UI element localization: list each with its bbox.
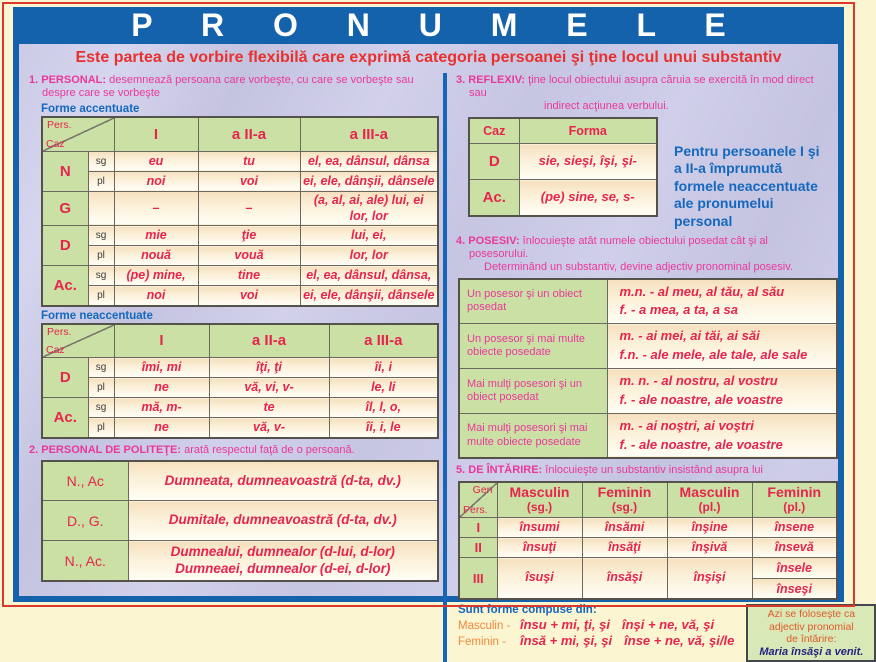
caz-label: Caz — [46, 344, 65, 357]
empty-cell — [88, 191, 114, 225]
form-cell: lui, ei, — [300, 226, 438, 246]
section-number: 4. — [456, 235, 466, 248]
col-sub: (sg.) — [526, 499, 553, 514]
table-row — [42, 378, 438, 398]
table-row — [42, 266, 438, 286]
form-cell: ne — [114, 378, 209, 398]
form-cell: vă, v- — [209, 418, 329, 438]
form-cell: îţi, ţi — [209, 358, 329, 378]
section-personal-heading — [29, 74, 441, 100]
sg-cell: sg — [88, 151, 114, 171]
pers-label: Pers. — [47, 325, 72, 338]
caz-cell: Ac. — [42, 398, 88, 438]
caz-label: Caz — [46, 137, 65, 150]
table-row — [42, 246, 438, 266]
caz-cell: G — [42, 191, 88, 225]
form-cell: însene — [752, 518, 837, 538]
right-column — [451, 71, 864, 662]
section-posesiv-heading — [456, 235, 830, 275]
table-row — [42, 418, 438, 438]
section-politete-heading — [29, 444, 441, 457]
form-cell — [607, 324, 837, 369]
table-row — [459, 369, 837, 414]
column-divider — [443, 73, 447, 662]
subtitle: Este partea de vorbire flexibilă care exprimă categoria persoanei şi ţine locul unui substantiv — [75, 49, 782, 66]
form-cell: eu — [114, 151, 198, 171]
form-line: f. - a mea, a ta, a sa — [619, 302, 739, 318]
pers-label: Pers. — [47, 119, 72, 132]
table-row — [42, 461, 438, 501]
form-cell: ei, ele, dânşii, dânsele — [300, 286, 438, 306]
col-sub: (sg.) — [611, 499, 638, 514]
pl-cell: pl — [88, 378, 114, 398]
form-cell — [128, 541, 438, 581]
form-cell: vouă — [198, 246, 300, 266]
compose-label: Sunt forme compuse din: — [458, 604, 597, 617]
section-name: DE ÎNTĂRIRE: — [468, 464, 543, 477]
table-row — [459, 518, 837, 538]
form-line: m. - ai noştri, ai voştri — [619, 417, 754, 433]
politete-table — [41, 460, 439, 582]
form-cell: (pe) mine, — [114, 266, 198, 286]
form-cell: le, li — [329, 378, 438, 398]
form-line: însele — [753, 558, 837, 578]
table-header-row — [469, 118, 657, 144]
masculin-label: Masculin - — [458, 620, 511, 633]
form-line: m. n. - al nostru, al vostru — [619, 373, 778, 388]
col-masculin-sg — [497, 482, 582, 518]
col-title: Feminin — [597, 484, 652, 501]
page-title: P R O N U M E L E — [131, 7, 746, 43]
form-cell: însevă — [752, 538, 837, 558]
forme-accentuate-table — [41, 116, 439, 306]
col-person-3: a III-a — [300, 117, 438, 151]
formula: înse + ne, vă, şi/le — [624, 633, 735, 649]
col-sub: (pl.) — [783, 499, 806, 514]
form-cell: însămi — [582, 518, 667, 538]
table-row — [42, 501, 438, 541]
forme-neaccentuate-label: Forme neaccentuate — [41, 309, 153, 322]
feminin-label: Feminin - — [458, 636, 506, 649]
caz-cell: N., Ac — [42, 461, 128, 501]
col-person-1: I — [114, 324, 209, 358]
section-number: 2. — [29, 443, 39, 456]
compose-block — [458, 604, 864, 662]
col-person-3: a III-a — [329, 324, 438, 358]
caz-cell: N — [42, 151, 88, 191]
left-column — [29, 71, 441, 662]
caz-cell: D — [469, 144, 519, 180]
table-row — [459, 538, 837, 558]
form-cell: (pe) sine, se, s- — [519, 180, 657, 216]
form-cell: noi — [114, 286, 198, 306]
form-cell: Dumitale, dumneavoastră (d-ta, dv.) — [128, 501, 438, 541]
col-person-1: I — [114, 117, 198, 151]
col-sub: (pl.) — [698, 499, 721, 514]
form-cell: însăşi — [582, 558, 667, 600]
form-cell — [607, 413, 837, 458]
form-line: f. - ale noastre, ale voastre — [619, 391, 783, 407]
form-line: înseşi — [753, 578, 837, 598]
form-cell: ei, ele, dânşii, dânsele — [300, 171, 438, 191]
form-line: f. - ale noastre, ale voastre — [619, 436, 783, 452]
columns — [19, 70, 864, 662]
table-header-row — [42, 117, 438, 151]
reflexiv-block — [468, 117, 830, 231]
form-cell: înşivă — [667, 538, 752, 558]
section-desc-line: indirect acţiunea verbului. — [544, 100, 669, 113]
note-line: de întărire: — [786, 633, 837, 646]
section-desc: arată respectul faţă de o persoană. — [184, 443, 355, 456]
col-person-2: a II-a — [209, 324, 329, 358]
section-desc: ţine locul obiectului asupra căruia se exercită în mod direct sau — [469, 74, 814, 100]
form-cell: îi, i, le — [329, 418, 438, 438]
section-name: POSESIV: — [468, 235, 520, 248]
note-example: Maria însăşi a venit. — [759, 645, 864, 658]
caz-cell: Ac. — [42, 266, 88, 306]
pers-cell: III — [459, 558, 497, 600]
table-row — [459, 413, 837, 458]
possessor-label: Un posesor şi mai multe obiecte posedate — [459, 324, 607, 369]
section-intarire-heading — [456, 464, 830, 477]
table-row — [42, 151, 438, 171]
pers-label: Pers. — [463, 504, 488, 517]
pers-cell: I — [459, 518, 497, 538]
form-line: m. - ai mei, ai tăi, ai săi — [619, 328, 760, 344]
pers-caz-diagonal-cell — [42, 324, 114, 358]
table-row — [42, 398, 438, 418]
table-row — [42, 171, 438, 191]
form-line: Dumnealui, dumnealor (d-lui, d-lor) — [170, 543, 395, 559]
table-row — [42, 286, 438, 306]
form-cell: – — [114, 191, 198, 225]
section-desc: înlocuieşte atât numele obiectului posedat cât şi al posesorului. — [469, 235, 768, 261]
reflexiv-table — [468, 117, 658, 217]
col-masculin-pl — [667, 482, 752, 518]
form-line: f.n. - ale mele, ale tale, ale sale — [619, 347, 808, 363]
form-cell: însăţi — [582, 538, 667, 558]
form-line: m.n. - al meu, al tău, al său — [619, 283, 785, 299]
form-cell: mă, m- — [114, 398, 209, 418]
caz-cell: D — [42, 226, 88, 266]
section-name: PERSONAL: — [41, 74, 107, 86]
form-cell: lor, lor — [300, 246, 438, 266]
form-cell: îl, l, o, — [329, 398, 438, 418]
table-row — [42, 358, 438, 378]
form-line: lor, lor — [349, 208, 388, 223]
caz-cell: Ac. — [469, 180, 519, 216]
table-row — [459, 324, 837, 369]
table-header-row — [42, 324, 438, 358]
formula: înşi + ne, vă, şi — [621, 617, 715, 633]
form-cell: înşine — [667, 518, 752, 538]
table-row — [42, 226, 438, 246]
possessor-label: Un posesor şi un obiect posedat — [459, 279, 607, 324]
pl-cell: pl — [88, 171, 114, 191]
form-cell: însumi — [497, 518, 582, 538]
forma-header: Forma — [519, 118, 657, 144]
table-row — [42, 541, 438, 581]
form-cell: Dumneata, dumneavoastră (d-ta, dv.) — [128, 461, 438, 501]
note-line: adjectiv pronomial — [769, 620, 854, 633]
form-cell: îmi, mi — [114, 358, 209, 378]
caz-header: Caz — [469, 118, 519, 144]
section-desc: înlocuieşte un substantiv insistând asupra lui — [545, 464, 763, 477]
table-row — [42, 191, 438, 225]
form-cell: tu — [198, 151, 300, 171]
col-title: Masculin — [509, 484, 570, 501]
form-cell: – — [198, 191, 300, 225]
form-cell: voi — [198, 286, 300, 306]
table-row — [469, 144, 657, 180]
pl-cell: pl — [88, 418, 114, 438]
form-cell: mie — [114, 226, 198, 246]
form-cell: te — [209, 398, 329, 418]
form-cell: înşişi — [667, 558, 752, 600]
form-cell — [607, 279, 837, 324]
table-header-row — [459, 482, 837, 518]
form-cell: tine — [198, 266, 300, 286]
form-cell — [607, 369, 837, 414]
blue-frame — [13, 7, 864, 658]
col-feminin-pl — [752, 482, 837, 518]
section-desc-line — [456, 235, 830, 261]
sg-cell: sg — [88, 358, 114, 378]
compose-row-feminin — [458, 633, 746, 648]
caz-cell: D., G. — [42, 501, 128, 541]
col-feminin-sg — [582, 482, 667, 518]
section-name: REFLEXIV: — [468, 74, 526, 86]
table-row — [459, 279, 837, 324]
intarire-table — [458, 481, 838, 601]
form-cell: noi — [114, 171, 198, 191]
note-line: Azi se foloseşte ca — [767, 608, 856, 621]
section-reflexiv-heading — [456, 74, 830, 114]
form-cell: el, ea, dânsul, dânsa — [300, 151, 438, 171]
pers-cell: II — [459, 538, 497, 558]
table-row — [459, 558, 837, 600]
sg-cell: sg — [88, 266, 114, 286]
content-area — [19, 44, 864, 658]
sg-cell: sg — [88, 226, 114, 246]
formula: însu + mi, ţi, şi — [520, 617, 610, 633]
sg-cell: sg — [88, 398, 114, 418]
form-cell: îsuşi — [497, 558, 582, 600]
section-number: 5. — [456, 464, 466, 477]
section-number: 3. — [456, 74, 466, 86]
section-number: 1. — [29, 74, 39, 86]
gen-pers-diagonal-cell — [459, 482, 497, 518]
form-cell: voi — [198, 171, 300, 191]
usage-note-box — [746, 604, 876, 662]
section-name: PERSONAL DE POLITEŢE: — [41, 443, 182, 456]
form-cell: însuţi — [497, 538, 582, 558]
form-cell: îi, i — [329, 358, 438, 378]
col-title: Feminin — [767, 484, 822, 501]
formula: însă + mi, şi, şi — [520, 633, 613, 649]
possessor-label: Mai mulţi posesori şi un obiect posedat — [459, 369, 607, 414]
form-cell-split — [752, 558, 837, 600]
form-cell: ne — [114, 418, 209, 438]
compose-lines — [458, 604, 746, 662]
form-cell: vă, vi, v- — [209, 378, 329, 398]
form-cell: el, ea, dânsul, dânsa, — [300, 266, 438, 286]
forme-neaccentuate-table — [41, 323, 439, 439]
form-cell: nouă — [114, 246, 198, 266]
possessor-label: Mai mulţi posesori şi mai multe obiecte posedate — [459, 413, 607, 458]
form-cell: sie, sieşi, îşi, şi- — [519, 144, 657, 180]
table-row — [469, 180, 657, 216]
form-line: Dumneaei, dumnealor (d-ei, d-lor) — [175, 560, 391, 576]
pl-cell: pl — [88, 246, 114, 266]
form-line: (a, al, ai, ale) lui, ei — [313, 192, 424, 207]
pl-cell: pl — [88, 286, 114, 306]
col-title: Masculin — [679, 484, 740, 501]
form-cell — [300, 191, 438, 225]
caz-cell: D — [42, 358, 88, 398]
section-desc-line — [456, 74, 830, 100]
section-desc: desemnează persoana care vorbeşte, cu care se vorbeşte sau despre care se vorbeşte — [42, 74, 414, 100]
caz-cell: N., Ac. — [42, 541, 128, 581]
forme-accentuate-label: Forme accentuate — [41, 103, 140, 116]
posesiv-table — [458, 278, 838, 460]
pers-caz-diagonal-cell — [42, 117, 114, 151]
form-cell: ţie — [198, 226, 300, 246]
compose-row-masculin — [458, 617, 746, 632]
section-desc-line: Determinând un substantiv, devine adjectiv pronominal posesiv. — [484, 261, 793, 274]
col-person-2: a II-a — [198, 117, 300, 151]
reflexiv-note: Pentru persoanele I şi a II-a împrumută formele neaccentuate ale pronumelui personal — [674, 142, 820, 229]
gen-label: Gen — [472, 483, 493, 496]
